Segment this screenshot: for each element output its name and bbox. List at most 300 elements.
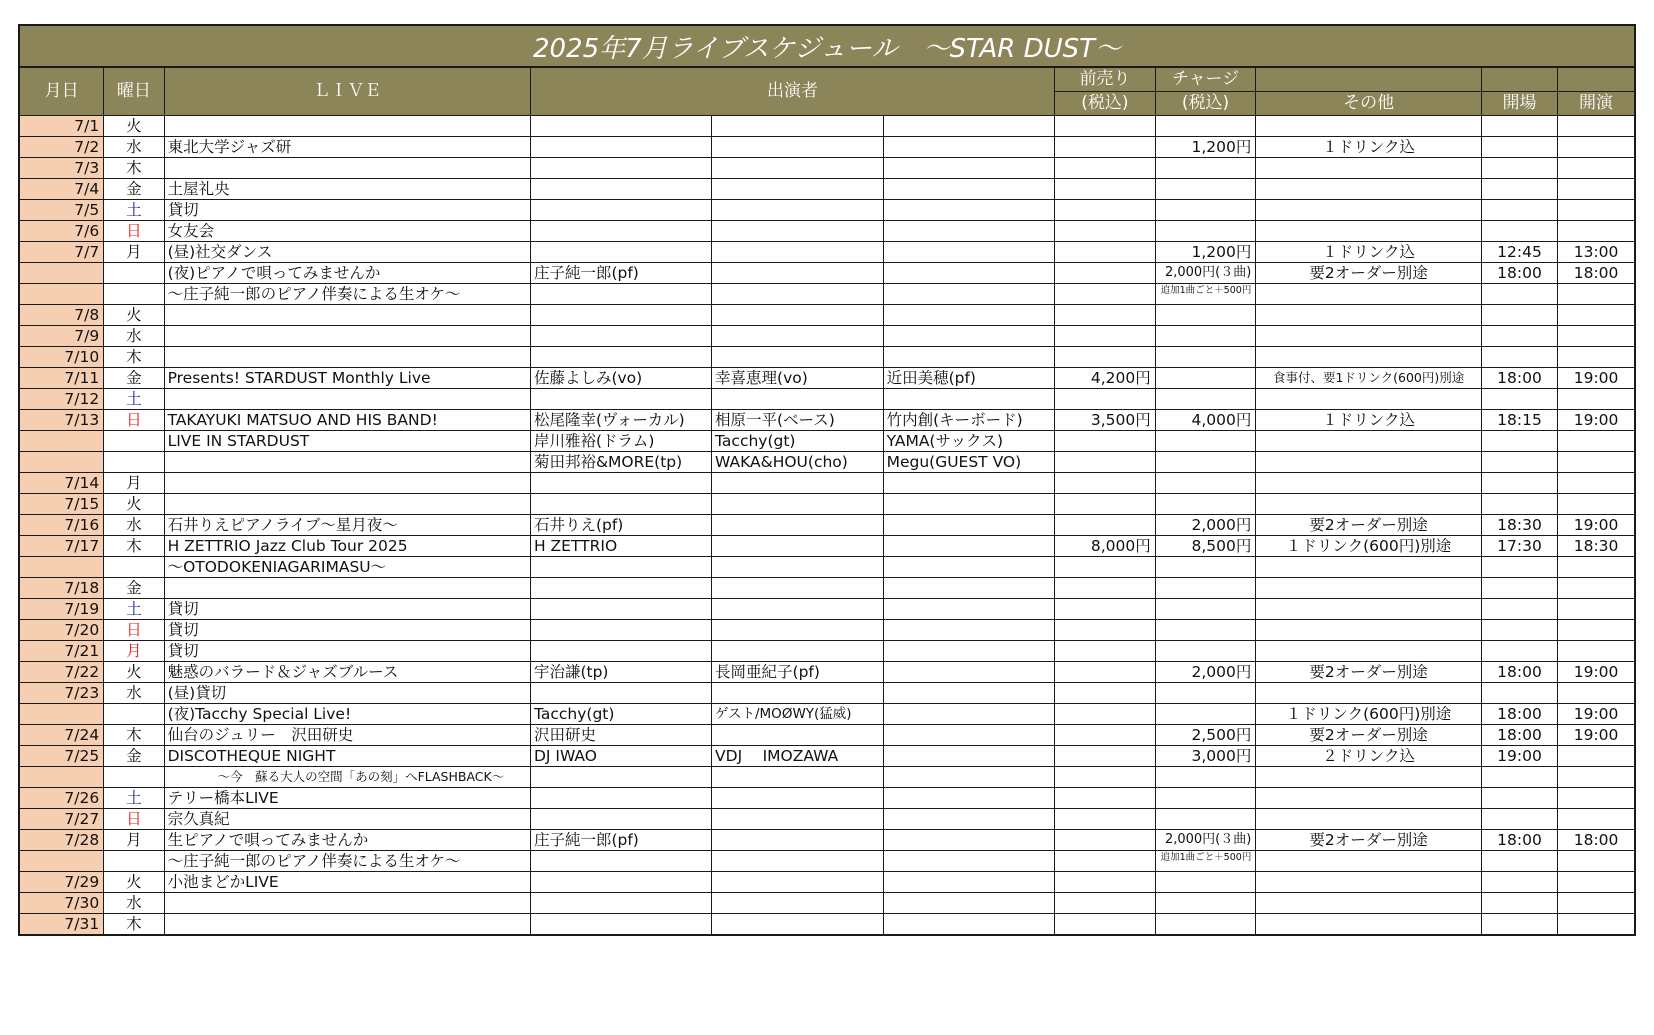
live-title-cell: 東北大学ジャズ研 [164, 136, 530, 157]
header-other: その他 [1256, 91, 1482, 115]
open-time-cell: 18:00 [1481, 703, 1557, 724]
weekday-cell: 水 [104, 325, 164, 346]
advance-price-cell [1055, 724, 1156, 745]
performer-3-cell [883, 703, 1055, 724]
open-time-cell [1481, 871, 1557, 892]
start-time-cell [1558, 682, 1635, 703]
charge-cell [1155, 199, 1256, 220]
performer-3-cell [883, 556, 1055, 577]
performer-1-cell: 岸川雅裕(ドラム) [530, 430, 711, 451]
live-title-cell [164, 304, 530, 325]
charge-cell [1155, 493, 1256, 514]
performer-3-cell [883, 724, 1055, 745]
start-time-cell [1558, 283, 1635, 304]
start-time-cell: 19:00 [1558, 661, 1635, 682]
advance-price-cell [1055, 241, 1156, 262]
weekday-cell: 月 [104, 640, 164, 661]
performer-3-cell [883, 661, 1055, 682]
charge-cell [1155, 766, 1256, 787]
performer-3-cell [883, 892, 1055, 913]
date-cell: 7/29 [19, 871, 104, 892]
performer-1-cell [530, 682, 711, 703]
date-cell: 7/1 [19, 115, 104, 136]
other-cell [1256, 640, 1482, 661]
start-time-cell [1558, 220, 1635, 241]
performer-3-cell [883, 388, 1055, 409]
charge-cell: 2,000円(３曲) [1155, 262, 1256, 283]
performer-2-cell [712, 136, 884, 157]
performer-1-cell [530, 241, 711, 262]
start-time-cell [1558, 598, 1635, 619]
schedule-row [19, 199, 1635, 220]
open-time-cell [1481, 577, 1557, 598]
performer-2-cell [712, 241, 884, 262]
open-time-cell [1481, 220, 1557, 241]
live-title-cell: ～OTODOKENIAGARIMASU～ [164, 556, 530, 577]
live-title-cell [164, 577, 530, 598]
performer-3-cell [883, 745, 1055, 766]
performer-3-cell [883, 808, 1055, 829]
live-title-cell: 貸切 [164, 640, 530, 661]
performer-3-cell [883, 619, 1055, 640]
open-time-cell: 18:00 [1481, 724, 1557, 745]
other-cell [1256, 577, 1482, 598]
performer-1-cell [530, 808, 711, 829]
schedule-row [19, 829, 1635, 850]
advance-price-cell [1055, 640, 1156, 661]
performer-1-cell: 庄子純一郎(pf) [530, 262, 711, 283]
performer-1-cell [530, 472, 711, 493]
performer-2-cell [712, 220, 884, 241]
performer-1-cell [530, 346, 711, 367]
live-title-cell: 土屋礼央 [164, 178, 530, 199]
schedule-row [19, 451, 1635, 472]
performer-1-cell [530, 619, 711, 640]
schedule-row [19, 598, 1635, 619]
advance-price-cell [1055, 430, 1156, 451]
open-time-cell [1481, 682, 1557, 703]
advance-price-cell: 3,500円 [1055, 409, 1156, 430]
date-cell [19, 451, 104, 472]
start-time-cell: 18:00 [1558, 262, 1635, 283]
date-cell: 7/31 [19, 913, 104, 935]
live-title-cell [164, 346, 530, 367]
open-time-cell: 18:00 [1481, 367, 1557, 388]
performer-3-cell: 近田美穂(pf) [883, 367, 1055, 388]
live-title-cell: 貸切 [164, 199, 530, 220]
start-time-cell [1558, 178, 1635, 199]
performer-1-cell: 宇治謙(tp) [530, 661, 711, 682]
charge-cell [1155, 556, 1256, 577]
performer-3-cell: 竹内創(キーボード) [883, 409, 1055, 430]
weekday-cell: 木 [104, 724, 164, 745]
weekday-cell [104, 451, 164, 472]
other-cell [1256, 451, 1482, 472]
performer-3-cell [883, 241, 1055, 262]
schedule-row [19, 304, 1635, 325]
charge-cell [1155, 598, 1256, 619]
charge-cell [1155, 703, 1256, 724]
open-time-cell [1481, 493, 1557, 514]
other-cell [1256, 346, 1482, 367]
other-cell [1256, 787, 1482, 808]
start-time-cell [1558, 472, 1635, 493]
weekday-cell: 木 [104, 535, 164, 556]
start-time-cell [1558, 115, 1635, 136]
other-cell [1256, 115, 1482, 136]
schedule-row [19, 640, 1635, 661]
performer-1-cell [530, 157, 711, 178]
date-cell: 7/16 [19, 514, 104, 535]
start-time-cell [1558, 871, 1635, 892]
live-title-cell [164, 388, 530, 409]
schedule-row [19, 850, 1635, 871]
advance-price-cell [1055, 808, 1156, 829]
advance-price-cell [1055, 262, 1156, 283]
open-time-cell [1481, 556, 1557, 577]
date-cell: 7/28 [19, 829, 104, 850]
performer-1-cell: H ZETTRIO [530, 535, 711, 556]
start-time-cell: 13:00 [1558, 241, 1635, 262]
schedule-row [19, 577, 1635, 598]
performer-1-cell: Tacchy(gt) [530, 703, 711, 724]
advance-price-cell [1055, 304, 1156, 325]
weekday-cell [104, 262, 164, 283]
schedule-row [19, 724, 1635, 745]
live-title-cell [164, 913, 530, 935]
schedule-row [19, 892, 1635, 913]
open-time-cell [1481, 283, 1557, 304]
performer-2-cell: VDJ IMOZAWA [712, 745, 884, 766]
performer-2-cell [712, 850, 884, 871]
performer-2-cell [712, 640, 884, 661]
performer-2-cell [712, 115, 884, 136]
weekday-cell: 火 [104, 115, 164, 136]
weekday-cell: 水 [104, 682, 164, 703]
advance-price-cell [1055, 766, 1156, 787]
performer-2-cell: Tacchy(gt) [712, 430, 884, 451]
start-time-cell [1558, 787, 1635, 808]
schedule-row [19, 325, 1635, 346]
live-title-cell: 女友会 [164, 220, 530, 241]
charge-cell: 2,000円 [1155, 661, 1256, 682]
charge-cell: 1,200円 [1155, 136, 1256, 157]
open-time-cell [1481, 472, 1557, 493]
weekday-cell: 火 [104, 304, 164, 325]
performer-2-cell [712, 157, 884, 178]
other-cell [1256, 850, 1482, 871]
performer-3-cell [883, 766, 1055, 787]
performer-2-cell [712, 346, 884, 367]
performer-3-cell [883, 913, 1055, 935]
weekday-cell: 火 [104, 493, 164, 514]
live-title-cell: H ZETTRIO Jazz Club Tour 2025 [164, 535, 530, 556]
advance-price-cell [1055, 514, 1156, 535]
charge-cell: 1,200円 [1155, 241, 1256, 262]
open-time-cell: 18:00 [1481, 661, 1557, 682]
schedule-row [19, 220, 1635, 241]
schedule-row [19, 136, 1635, 157]
other-cell [1256, 283, 1482, 304]
weekday-cell: 木 [104, 913, 164, 935]
performer-1-cell [530, 199, 711, 220]
performer-1-cell [530, 115, 711, 136]
date-cell: 7/3 [19, 157, 104, 178]
start-time-cell [1558, 745, 1635, 766]
performer-2-cell [712, 724, 884, 745]
schedule-row [19, 409, 1635, 430]
performer-3-cell [883, 220, 1055, 241]
advance-price-cell [1055, 682, 1156, 703]
start-time-cell: 19:00 [1558, 514, 1635, 535]
charge-cell [1155, 787, 1256, 808]
schedule-row [19, 871, 1635, 892]
start-time-cell [1558, 430, 1635, 451]
open-time-cell [1481, 325, 1557, 346]
performer-3-cell [883, 472, 1055, 493]
performer-3-cell [883, 325, 1055, 346]
schedule-row [19, 367, 1635, 388]
open-time-cell: 18:00 [1481, 829, 1557, 850]
performer-3-cell [883, 199, 1055, 220]
header-advance: 前売り [1055, 67, 1156, 91]
performer-3-cell [883, 493, 1055, 514]
performer-2-cell: ゲスト/MOØWY(猛威) [712, 703, 884, 724]
schedule-rows [19, 115, 1635, 935]
schedule-row [19, 241, 1635, 262]
header-performers: 出演者 [530, 67, 1054, 115]
performer-1-cell: 石井りえ(pf) [530, 514, 711, 535]
date-cell [19, 766, 104, 787]
live-title-cell: LIVE IN STARDUST [164, 430, 530, 451]
live-title-cell: (昼)社交ダンス [164, 241, 530, 262]
date-cell [19, 850, 104, 871]
open-time-cell: 12:45 [1481, 241, 1557, 262]
performer-3-cell [883, 577, 1055, 598]
charge-cell [1155, 808, 1256, 829]
live-title-cell: 生ピアノで唄ってみませんか [164, 829, 530, 850]
live-title-cell: DISCOTHEQUE NIGHT [164, 745, 530, 766]
other-cell [1256, 619, 1482, 640]
advance-price-cell [1055, 703, 1156, 724]
performer-1-cell [530, 787, 711, 808]
performer-1-cell [530, 388, 711, 409]
performer-1-cell [530, 325, 711, 346]
advance-price-cell [1055, 493, 1156, 514]
date-cell: 7/27 [19, 808, 104, 829]
advance-price-cell [1055, 346, 1156, 367]
date-cell: 7/7 [19, 241, 104, 262]
weekday-cell [104, 283, 164, 304]
header-dow: 曜日 [104, 67, 164, 115]
other-cell: １ドリンク(600円)別途 [1256, 535, 1482, 556]
performer-3-cell [883, 871, 1055, 892]
start-time-cell [1558, 619, 1635, 640]
performer-2-cell [712, 871, 884, 892]
start-time-cell [1558, 913, 1635, 935]
performer-3-cell [883, 136, 1055, 157]
charge-cell: 4,000円 [1155, 409, 1256, 430]
date-cell: 7/23 [19, 682, 104, 703]
performer-3-cell [883, 514, 1055, 535]
performer-3-cell [883, 829, 1055, 850]
schedule-row [19, 556, 1635, 577]
performer-3-cell [883, 283, 1055, 304]
start-time-cell [1558, 304, 1635, 325]
charge-cell [1155, 451, 1256, 472]
performer-2-cell [712, 283, 884, 304]
start-time-cell [1558, 388, 1635, 409]
start-time-cell [1558, 451, 1635, 472]
performer-3-cell [883, 157, 1055, 178]
start-time-cell: 18:00 [1558, 829, 1635, 850]
performer-2-cell: 幸喜恵理(vo) [712, 367, 884, 388]
live-title-cell [164, 451, 530, 472]
schedule-row [19, 535, 1635, 556]
date-cell: 7/26 [19, 787, 104, 808]
other-cell [1256, 178, 1482, 199]
live-title-cell: 小池まどかLIVE [164, 871, 530, 892]
performer-1-cell: 庄子純一郎(pf) [530, 829, 711, 850]
performer-3-cell [883, 115, 1055, 136]
date-cell: 7/14 [19, 472, 104, 493]
advance-price-cell [1055, 388, 1156, 409]
date-cell [19, 262, 104, 283]
live-title-cell [164, 115, 530, 136]
other-cell [1256, 472, 1482, 493]
start-time-cell: 19:00 [1558, 409, 1635, 430]
weekday-cell: 土 [104, 787, 164, 808]
start-time-cell [1558, 766, 1635, 787]
date-cell: 7/11 [19, 367, 104, 388]
schedule-row [19, 787, 1635, 808]
charge-cell: 2,500円 [1155, 724, 1256, 745]
weekday-cell: 月 [104, 241, 164, 262]
performer-1-cell [530, 766, 711, 787]
performer-1-cell: 沢田研史 [530, 724, 711, 745]
advance-price-cell [1055, 283, 1156, 304]
performer-3-cell [883, 304, 1055, 325]
other-cell [1256, 304, 1482, 325]
advance-price-cell [1055, 199, 1156, 220]
schedule-row [19, 430, 1635, 451]
other-cell: １ドリンク(600円)別途 [1256, 703, 1482, 724]
charge-cell [1155, 388, 1256, 409]
other-cell: １ドリンク込 [1256, 241, 1482, 262]
other-cell: 要2オーダー別途 [1256, 514, 1482, 535]
performer-1-cell [530, 640, 711, 661]
performer-1-cell [530, 598, 711, 619]
date-cell: 7/21 [19, 640, 104, 661]
performer-2-cell [712, 787, 884, 808]
header-start: 開演 [1558, 91, 1635, 115]
start-time-cell [1558, 577, 1635, 598]
live-title-cell [164, 493, 530, 514]
start-time-cell [1558, 808, 1635, 829]
open-time-cell: 18:30 [1481, 514, 1557, 535]
schedule-row [19, 493, 1635, 514]
performer-1-cell: 菊田邦裕&MORE(tp) [530, 451, 711, 472]
advance-price-cell [1055, 157, 1156, 178]
advance-price-cell: 4,200円 [1055, 367, 1156, 388]
date-cell: 7/8 [19, 304, 104, 325]
advance-price-cell [1055, 220, 1156, 241]
performer-2-cell [712, 892, 884, 913]
weekday-cell [104, 703, 164, 724]
advance-price-cell [1055, 913, 1156, 935]
schedule-title: 2025年7月ライブスケジュール ～STAR DUST～ [18, 24, 1636, 66]
date-cell: 7/24 [19, 724, 104, 745]
weekday-cell: 水 [104, 514, 164, 535]
performer-2-cell [712, 682, 884, 703]
other-cell [1256, 388, 1482, 409]
other-cell: 要2オーダー別途 [1256, 829, 1482, 850]
start-time-cell: 19:00 [1558, 703, 1635, 724]
advance-price-cell [1055, 661, 1156, 682]
live-title-cell: (夜)ピアノで唄ってみませんか [164, 262, 530, 283]
other-cell [1256, 808, 1482, 829]
charge-cell [1155, 682, 1256, 703]
live-title-cell [164, 157, 530, 178]
open-time-cell [1481, 766, 1557, 787]
performer-1-cell [530, 493, 711, 514]
start-time-cell [1558, 640, 1635, 661]
date-cell [19, 556, 104, 577]
performer-2-cell [712, 808, 884, 829]
live-title-cell: 貸切 [164, 619, 530, 640]
performer-2-cell [712, 178, 884, 199]
open-time-cell [1481, 598, 1557, 619]
advance-price-cell [1055, 787, 1156, 808]
live-title-cell [164, 325, 530, 346]
other-cell: 要2オーダー別途 [1256, 262, 1482, 283]
charge-cell: 3,000円 [1155, 745, 1256, 766]
weekday-cell: 金 [104, 367, 164, 388]
other-cell [1256, 766, 1482, 787]
schedule-row [19, 913, 1635, 935]
open-time-cell [1481, 787, 1557, 808]
schedule-row [19, 283, 1635, 304]
performer-3-cell [883, 262, 1055, 283]
open-time-cell: 19:00 [1481, 745, 1557, 766]
charge-cell [1155, 640, 1256, 661]
open-time-cell [1481, 619, 1557, 640]
date-cell: 7/2 [19, 136, 104, 157]
other-cell [1256, 493, 1482, 514]
charge-cell [1155, 430, 1256, 451]
weekday-cell: 日 [104, 409, 164, 430]
weekday-cell: 金 [104, 577, 164, 598]
open-time-cell [1481, 178, 1557, 199]
start-time-cell [1558, 892, 1635, 913]
performer-3-cell [883, 850, 1055, 871]
performer-1-cell [530, 283, 711, 304]
open-time-cell [1481, 388, 1557, 409]
schedule-row [19, 745, 1635, 766]
advance-price-cell [1055, 577, 1156, 598]
performer-2-cell [712, 556, 884, 577]
live-title-cell: 仙台のジュリー 沢田研史 [164, 724, 530, 745]
charge-cell [1155, 220, 1256, 241]
header-charge: チャージ [1155, 67, 1256, 91]
schedule-row [19, 703, 1635, 724]
performer-2-cell [712, 493, 884, 514]
weekday-cell: 木 [104, 157, 164, 178]
open-time-cell [1481, 346, 1557, 367]
start-time-cell [1558, 199, 1635, 220]
charge-cell [1155, 619, 1256, 640]
start-time-cell [1558, 325, 1635, 346]
